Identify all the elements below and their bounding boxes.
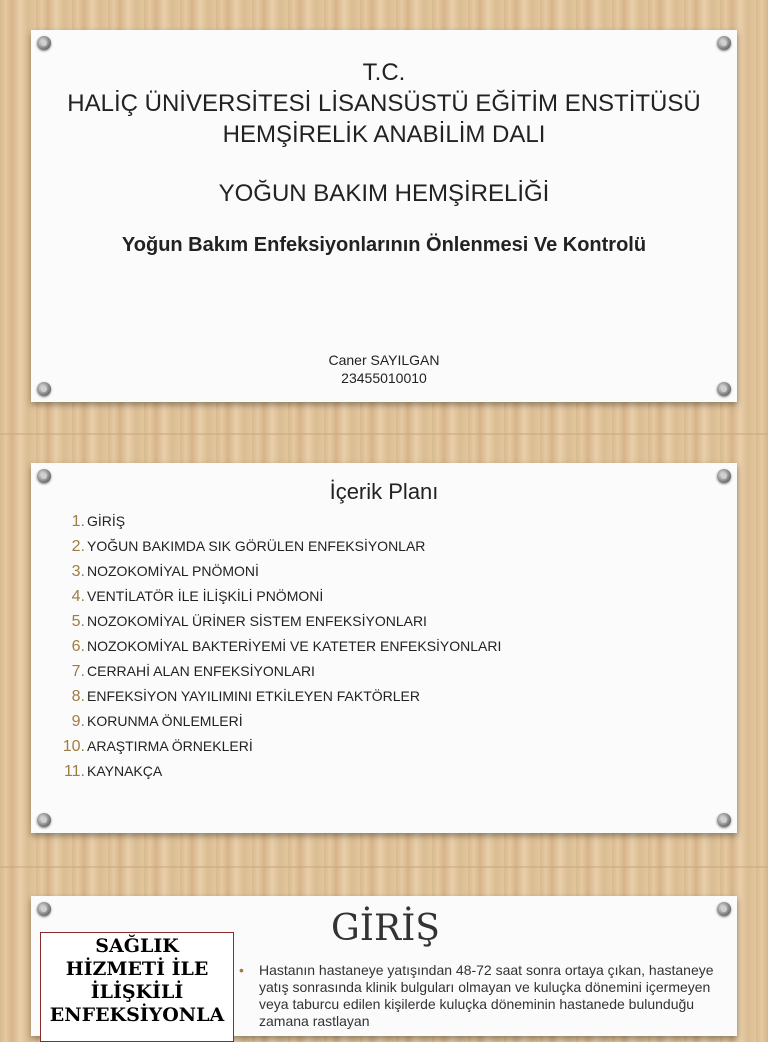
pin-icon <box>37 469 51 483</box>
list-item <box>31 763 737 788</box>
list-item <box>31 713 737 738</box>
pin-icon <box>717 469 731 483</box>
bullet-text: Hastanın hastaneye yatışından 48-72 saat sonra ortaya çıkan, hastaneye yatış sonrasında klinik bulguları olmayan ve kuluçka dönemini içermeyen veya taburcu edilen kişilerde kuluçka döneminin hastanede bulunduğu zamana rastlayan <box>259 962 714 1029</box>
list-text: ENFEKSİYON YAYILIMINI ETKİLEYEN FAKTÖRLER <box>87 688 420 704</box>
pin-icon <box>37 902 51 916</box>
list-item <box>31 588 737 613</box>
list-number: 5. <box>71 613 85 630</box>
presentation-subtitle: Yoğun Bakım Enfeksiyonlarının Önlenmesi Ve Kontrolü <box>121 234 647 256</box>
title-slide[interactable] <box>31 30 737 402</box>
highlight-box-line: HİZMETİ İLE <box>65 958 209 980</box>
list-item <box>31 738 737 763</box>
list-number: 2. <box>71 538 85 555</box>
list-item <box>31 613 737 638</box>
bullet-item <box>241 962 721 1030</box>
pin-icon <box>37 813 51 827</box>
highlight-box-line: SAĞLIK <box>95 935 179 957</box>
list-number: 9. <box>71 713 85 730</box>
pin-icon <box>717 902 731 916</box>
list-text: YOĞUN BAKIMDA SIK GÖRÜLEN ENFEKSİYONLAR <box>87 538 426 554</box>
highlight-box-line: İLİŞKİLİ <box>90 981 184 1003</box>
list-text: CERRAHİ ALAN ENFEKSİYONLARI <box>87 663 315 679</box>
list-text: ARAŞTIRMA ÖRNEKLERİ <box>87 738 253 754</box>
list-number: 7. <box>71 663 85 680</box>
program-title: YOĞUN BAKIM HEMŞİRELİĞİ <box>218 180 550 207</box>
list-item <box>31 538 737 563</box>
author-block <box>31 351 737 387</box>
list-number: 6. <box>71 638 85 655</box>
list-number: 11. <box>63 763 85 780</box>
list-number: 1. <box>71 513 85 530</box>
author-name: Caner SAYILGAN <box>328 352 440 368</box>
wood-plank-seam <box>0 866 768 868</box>
pin-icon <box>37 36 51 50</box>
list-text: KORUNMA ÖNLEMLERİ <box>87 713 243 729</box>
contents-title: İçerik Planı <box>329 479 439 504</box>
contents-slide[interactable] <box>31 463 737 833</box>
list-text: GİRİŞ <box>87 513 126 529</box>
list-number: 10. <box>62 738 85 755</box>
list-item <box>31 563 737 588</box>
list-text: VENTİLATÖR İLE İLİŞKİLİ PNÖMONİ <box>87 588 324 604</box>
list-number: 4. <box>71 588 85 605</box>
list-text: NOZOKOMİYAL BAKTERİYEMİ VE KATETER ENFEKSİYONLARI <box>87 638 502 654</box>
bullet-dot-icon: • <box>239 962 244 978</box>
institution-line: T.C. <box>362 59 406 86</box>
contents-list <box>31 513 737 788</box>
list-text: NOZOKOMİYAL PNÖMONİ <box>87 563 259 579</box>
department-line: HEMŞİRELİK ANABİLİM DALI <box>222 121 546 148</box>
list-item <box>31 513 737 538</box>
pin-icon <box>717 813 731 827</box>
university-line: HALİÇ ÜNİVERSİTESİ LİSANSÜSTÜ EĞİTİM ENSTİTÜSÜ <box>67 90 701 117</box>
author-id: 23455010010 <box>341 370 427 386</box>
list-item <box>31 688 737 713</box>
intro-slide[interactable] <box>31 896 737 1036</box>
list-text: KAYNAKÇA <box>87 763 163 779</box>
highlight-box <box>40 932 234 1042</box>
list-item <box>31 663 737 688</box>
list-text: NOZOKOMİYAL ÜRİNER SİSTEM ENFEKSİYONLARI <box>87 613 427 629</box>
wood-plank-seam <box>0 433 768 435</box>
list-number: 8. <box>71 688 85 705</box>
highlight-box-line: ENFEKSİYONLA <box>49 1004 225 1026</box>
intro-title: GİRİŞ <box>331 908 440 949</box>
pin-icon <box>717 36 731 50</box>
list-number: 3. <box>71 563 85 580</box>
list-item <box>31 638 737 663</box>
